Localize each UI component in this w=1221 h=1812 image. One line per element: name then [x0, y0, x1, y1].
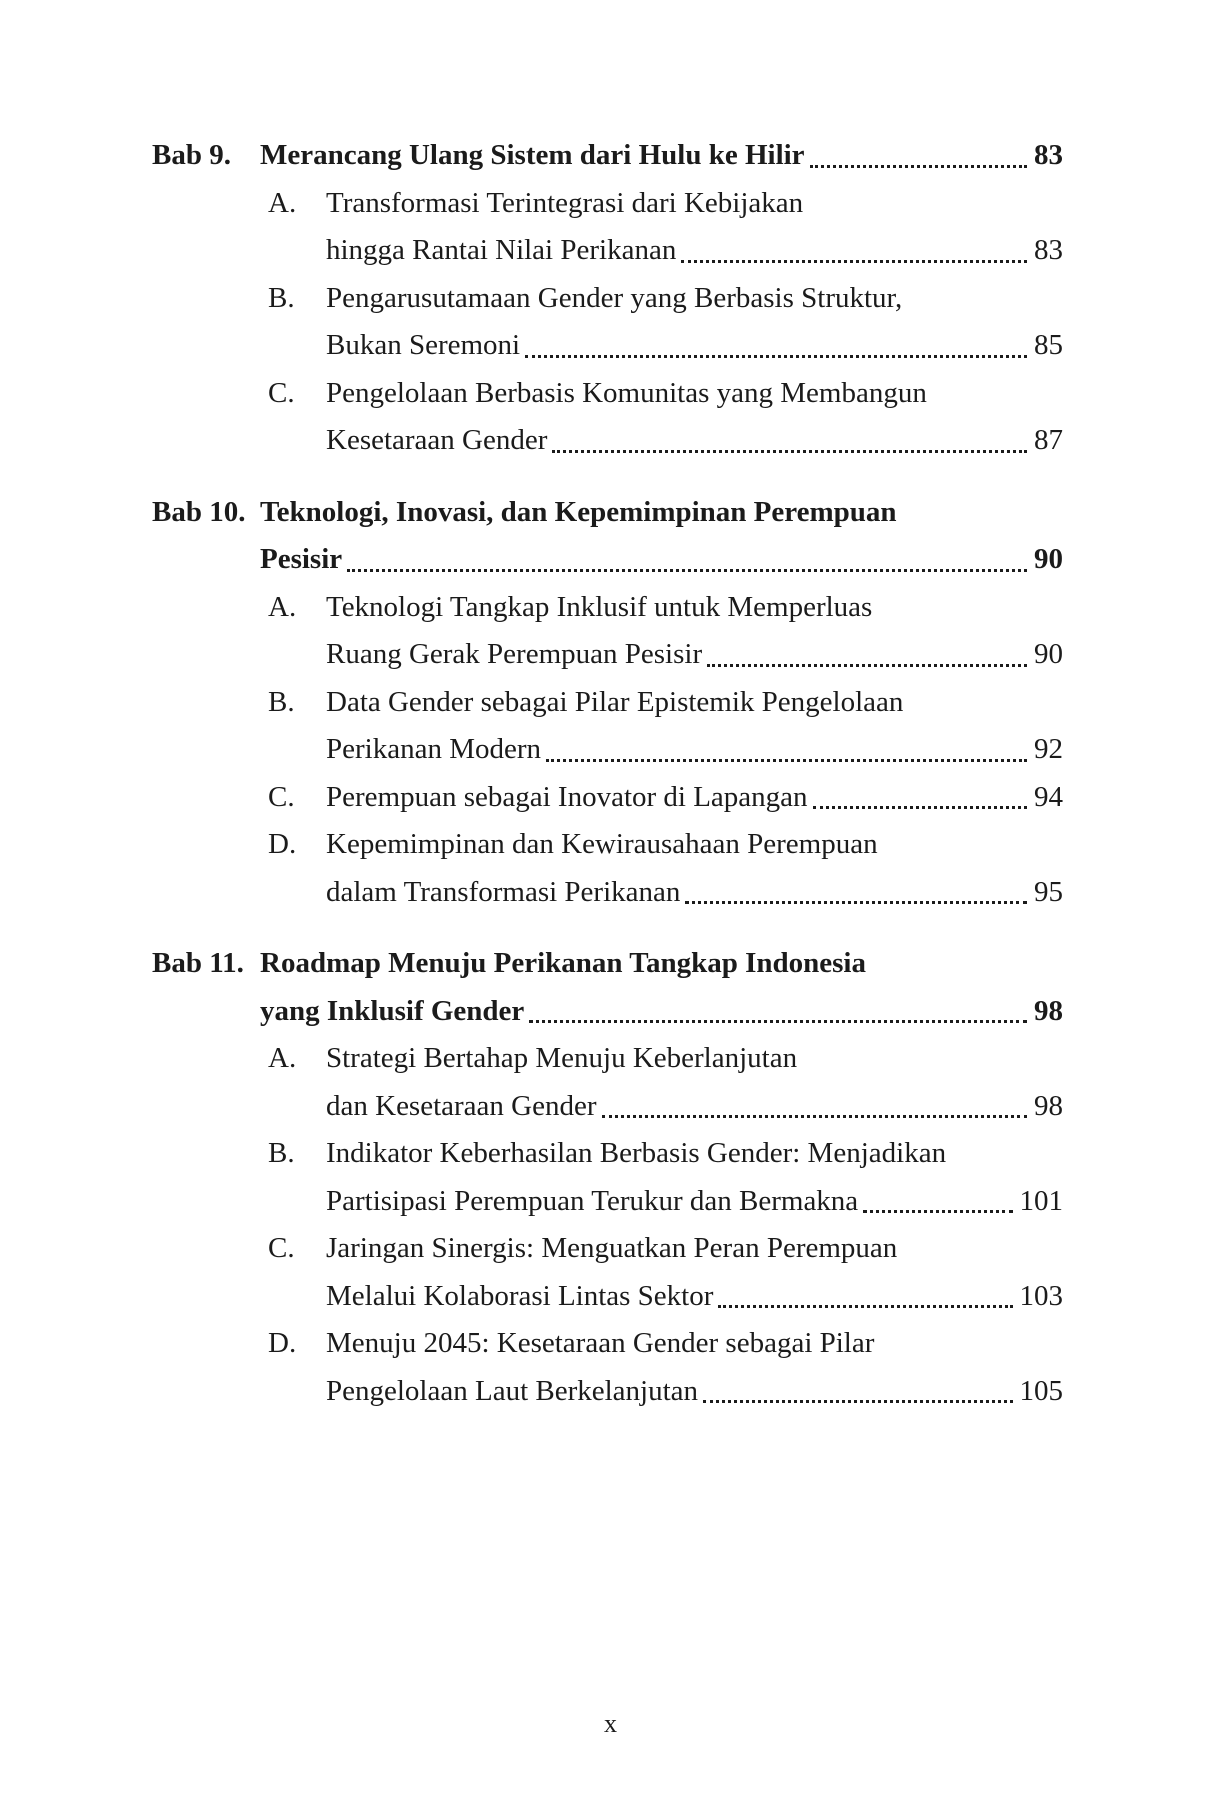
entry-text: Partisipasi Perempuan Terukur dan Bermakna: [326, 1184, 859, 1217]
entry-text: Menuju 2045: Kesetaraan Gender sebagai Pilar: [326, 1327, 875, 1359]
dot-leader: [863, 1210, 1012, 1213]
toc-row: [152, 679, 1063, 727]
dot-leader: [529, 1020, 1027, 1023]
entry-text: Jaringan Sinergis: Menguatkan Peran Perempuan: [326, 1232, 898, 1264]
dot-leader: [707, 664, 1027, 667]
toc-row: [152, 275, 1063, 323]
item-letter: A.: [268, 186, 297, 219]
dot-leader: [703, 1400, 1012, 1403]
toc-row: [152, 1083, 1063, 1131]
dot-leader: [681, 260, 1027, 263]
toc-row: [152, 370, 1063, 418]
dot-leader: [718, 1305, 1012, 1308]
item-letter: A.: [268, 590, 297, 623]
page-ref: 98: [1034, 994, 1063, 1027]
entry-text: Data Gender sebagai Pilar Epistemik Pengelolaan: [326, 685, 904, 718]
entry-text: Perikanan Modern: [326, 733, 542, 765]
entry-text: Pesisir: [260, 543, 343, 575]
entry-text: Indikator Keberhasilan Berbasis Gender: Menjadikan: [326, 1137, 947, 1169]
entry-text: Roadmap Menuju Perikanan Tangkap Indonesia: [260, 947, 866, 979]
entry-text: Pengarusutamaan Gender yang Berbasis Struktur,: [326, 281, 903, 314]
item-letter: A.: [268, 1042, 297, 1074]
entry-text: Strategi Bertahap Menuju Keberlanjutan: [326, 1042, 798, 1074]
item-letter: B.: [268, 685, 295, 718]
item-letter: B.: [268, 281, 295, 314]
entry-text: Kepemimpinan dan Kewirausahaan Perempuan: [326, 828, 878, 860]
entry-text: Pengelolaan Laut Berkelanjutan: [326, 1374, 699, 1407]
entry-text: Pengelolaan Berbasis Komunitas yang Membangun: [326, 376, 927, 409]
entry-text: Ruang Gerak Perempuan Pesisir: [326, 638, 703, 670]
page-ref: 85: [1034, 329, 1063, 361]
dot-leader: [525, 355, 1027, 358]
page-ref: 103: [1019, 1279, 1063, 1312]
dot-leader: [810, 165, 1027, 168]
dot-leader: [347, 569, 1027, 572]
item-letter: C.: [268, 1232, 295, 1264]
page-ref: 95: [1034, 875, 1063, 908]
toc-row: [152, 988, 1063, 1036]
page-ref: 83: [1034, 234, 1063, 266]
item-letter: C.: [268, 376, 295, 409]
page-ref: 90: [1034, 638, 1063, 670]
entry-text: Perempuan sebagai Inovator di Lapangan: [326, 780, 808, 813]
item-letter: D.: [268, 1327, 297, 1359]
toc-row: [152, 1035, 1063, 1083]
dot-leader: [602, 1115, 1027, 1118]
page-footer: [0, 1700, 1221, 1748]
toc-row: [152, 726, 1063, 774]
page-ref: 94: [1034, 780, 1063, 813]
chapter-number-label: Bab 9.: [152, 139, 231, 171]
toc-row: [152, 1130, 1063, 1178]
toc-row: [152, 1178, 1063, 1226]
page-ref: 90: [1034, 543, 1063, 575]
toc-chapter: [152, 940, 1063, 1415]
toc-row: [152, 180, 1063, 228]
dot-leader: [552, 450, 1027, 453]
toc-row: [152, 536, 1063, 584]
toc-row: [152, 821, 1063, 869]
page-ref: 83: [1034, 139, 1063, 171]
toc-row: [152, 1320, 1063, 1368]
toc-row: [152, 322, 1063, 370]
toc-row: [152, 584, 1063, 632]
page-number: x: [604, 1709, 617, 1738]
entry-text: Transformasi Terintegrasi dari Kebijakan: [326, 186, 804, 219]
toc-row: [152, 631, 1063, 679]
toc-row: [152, 132, 1063, 180]
toc-row: [152, 227, 1063, 275]
toc-row: [152, 1368, 1063, 1416]
entry-text: Bukan Seremoni: [326, 329, 521, 361]
entry-text: Kesetaraan Gender: [326, 424, 548, 456]
page-ref: 98: [1034, 1089, 1063, 1122]
dot-leader: [546, 759, 1027, 762]
dot-leader: [813, 806, 1027, 809]
toc-row: [152, 417, 1063, 465]
entry-text: Teknologi Tangkap Inklusif untuk Memperluas: [326, 590, 873, 623]
entry-text: dalam Transformasi Perikanan: [326, 875, 681, 908]
toc-row: [152, 1273, 1063, 1321]
toc-row: [152, 1225, 1063, 1273]
toc-row: [152, 489, 1063, 537]
toc-row: [152, 940, 1063, 988]
toc-row: [152, 869, 1063, 917]
entry-text: hingga Rantai Nilai Perikanan: [326, 234, 677, 266]
toc-chapter: [152, 132, 1063, 465]
toc-row: [152, 774, 1063, 822]
chapter-number-label: Bab 10.: [152, 495, 246, 528]
item-letter: D.: [268, 828, 297, 860]
page-ref: 92: [1034, 733, 1063, 765]
page-ref: 87: [1034, 424, 1063, 456]
entry-text: Teknologi, Inovasi, dan Kepemimpinan Perempuan: [260, 495, 897, 528]
page-ref: 101: [1019, 1184, 1063, 1217]
dot-leader: [685, 901, 1027, 904]
entry-text: Melalui Kolaborasi Lintas Sektor: [326, 1279, 714, 1312]
entry-text: Merancang Ulang Sistem dari Hulu ke Hilir: [260, 139, 805, 171]
toc-chapter: [152, 489, 1063, 917]
item-letter: B.: [268, 1137, 295, 1169]
entry-text: yang Inklusif Gender: [260, 994, 525, 1027]
item-letter: C.: [268, 780, 295, 813]
entry-text: dan Kesetaraan Gender: [326, 1089, 597, 1122]
page-ref: 105: [1019, 1374, 1063, 1407]
chapter-number-label: Bab 11.: [152, 947, 244, 979]
